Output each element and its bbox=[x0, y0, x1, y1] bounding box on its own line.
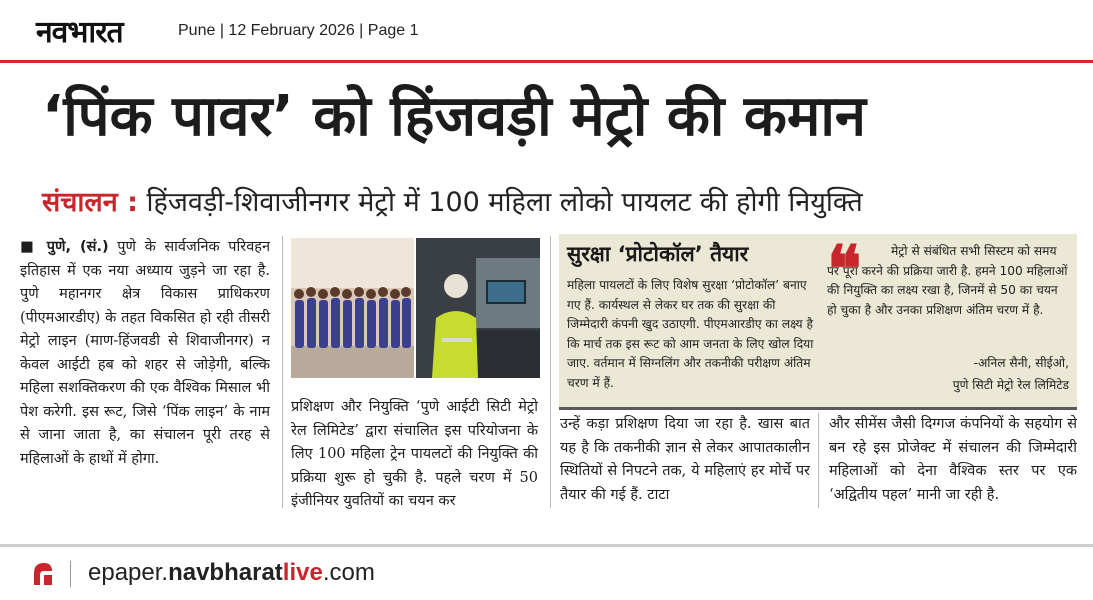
quote-icon: ❝ bbox=[827, 232, 862, 307]
article-column-4: और सीमेंस जैसी दिग्गज कंपनियों के सहयोग से बन रहे इस प्रोजेक्ट में संचालन की जिम्मेदारी महिलाओं को देना वैश्विक स्तर पर एक ‘अद्वितीय पहल’ मानी जा रही है. bbox=[829, 416, 1077, 503]
box-title: सुरक्षा ‘प्रोटोकॉल’ तैयार bbox=[567, 242, 749, 266]
headline: ‘पिंक पावर’ को हिंजवड़ी मेट्रो की कमान bbox=[42, 84, 866, 149]
column-rule bbox=[550, 236, 551, 508]
photo-group-women-pilots bbox=[291, 238, 414, 378]
group-photo-image bbox=[291, 238, 414, 378]
epaper-link[interactable] bbox=[88, 559, 375, 587]
subheadline bbox=[42, 182, 1072, 219]
footer bbox=[0, 547, 1093, 600]
quote-author-name: -अनिल सैनी, सीईओ, bbox=[973, 356, 1069, 370]
url-live: live bbox=[282, 559, 323, 586]
article-column-2: प्रशिक्षण और नियुक्ति ‘पुणे आईटी सिटी मेट्रो रेल लिमिटेड’ द्वारा संचालित इस परियोजना के लिए 100 महिला ट्रेन पायलटों की नियुक्ति की प्रक्रिया शुरू हो चुकी है. पहले चरण में 50 इंजीनियर युवतियों का चयन कर bbox=[291, 399, 538, 509]
footer-separator bbox=[70, 561, 71, 587]
dateline-lead: ■ पुणे, (सं.) bbox=[20, 239, 109, 255]
column-rule bbox=[818, 413, 819, 508]
masthead-logo: नवभारत bbox=[36, 15, 123, 50]
column-1-text: पुणे के सार्वजनिक परिवहन इतिहास में एक नया अध्याय जुड़ने जा रहा है. पुणे महानगर क्षेत्र विकास प्राधिकरण (पीएमआरडीए) के तहत विकसित हो रही तीसरी मेट्रो लाइन (माण-हिंजवडी से शिवाजीनगर) न केवल आईटी हब को शहर से जोड़ेगी, बल्कि महिला सशक्तिकरण की एक वैश्विक मिसाल भी पेश करेगी. इस रूट, जिसे ‘पिंक लाइन’ के नाम से जाना जाता है, का संचालन पूरी तरह से महिलाओं के हाथों में होगा. bbox=[20, 239, 270, 467]
subhead-label: संचालन : bbox=[42, 187, 138, 218]
url-prefix: epaper. bbox=[88, 559, 169, 586]
navbharat-logo-icon bbox=[30, 559, 56, 589]
quote-author-org: पुणे सिटी मेट्रो रेल लिमिटेड bbox=[952, 378, 1069, 392]
top-bar bbox=[0, 0, 1093, 62]
url-suffix: .com bbox=[322, 559, 375, 586]
column-rule bbox=[282, 236, 283, 508]
cabin-photo-image bbox=[416, 238, 540, 378]
top-divider bbox=[0, 60, 1093, 63]
dateline: Pune | 12 February 2026 | Page 1 bbox=[178, 22, 419, 39]
safety-protocol-box bbox=[559, 234, 1077, 410]
article-column-1 bbox=[20, 236, 270, 516]
subhead-text: हिंजवड़ी-शिवाजीनगर मेट्रो में 100 महिला लोको पायलट की होगी नियुक्ति bbox=[146, 187, 863, 218]
article-column-3: उन्हें कड़ा प्रशिक्षण दिया जा रहा है. खास बात यह है कि तकनीकी ज्ञान से लेकर आपातकालीन स्थितियों से निपटने तक, ये महिलाएं हर मोर्चे पर तैयार की गई हैं. टाटा bbox=[560, 416, 810, 503]
url-brand: navbharat bbox=[168, 559, 283, 586]
box-body: महिला पायलटों के लिए विशेष सुरक्षा ‘प्रोटोकॉल’ बनाए गए हैं. कार्यस्थल से लेकर घर तक की सुरक्षा की जिम्मेदारी कंपनी खुद उठाएगी. पीएमआरडीए का लक्ष्य है कि मार्च तक इस रूट को आम जनता के लिए खोल दिया जाए. वर्तमान में सिग्नलिंग और तकनीकी परीक्षण अंतिम चरण में हैं. bbox=[567, 278, 814, 390]
quote-text: मेट्रो से संबंधित सभी सिस्टम को समय पर पूरा करने की प्रक्रिया जारी है. हमने 100 महिलाओं की नियुक्ति का लक्ष्य रखा है, जिनमें से 50 का चयन हो चुका है और उनका प्रशिक्षण अंतिम चरण में है. bbox=[827, 244, 1068, 317]
quote-author bbox=[953, 352, 1069, 396]
photo-pilot-in-cabin bbox=[416, 238, 540, 378]
